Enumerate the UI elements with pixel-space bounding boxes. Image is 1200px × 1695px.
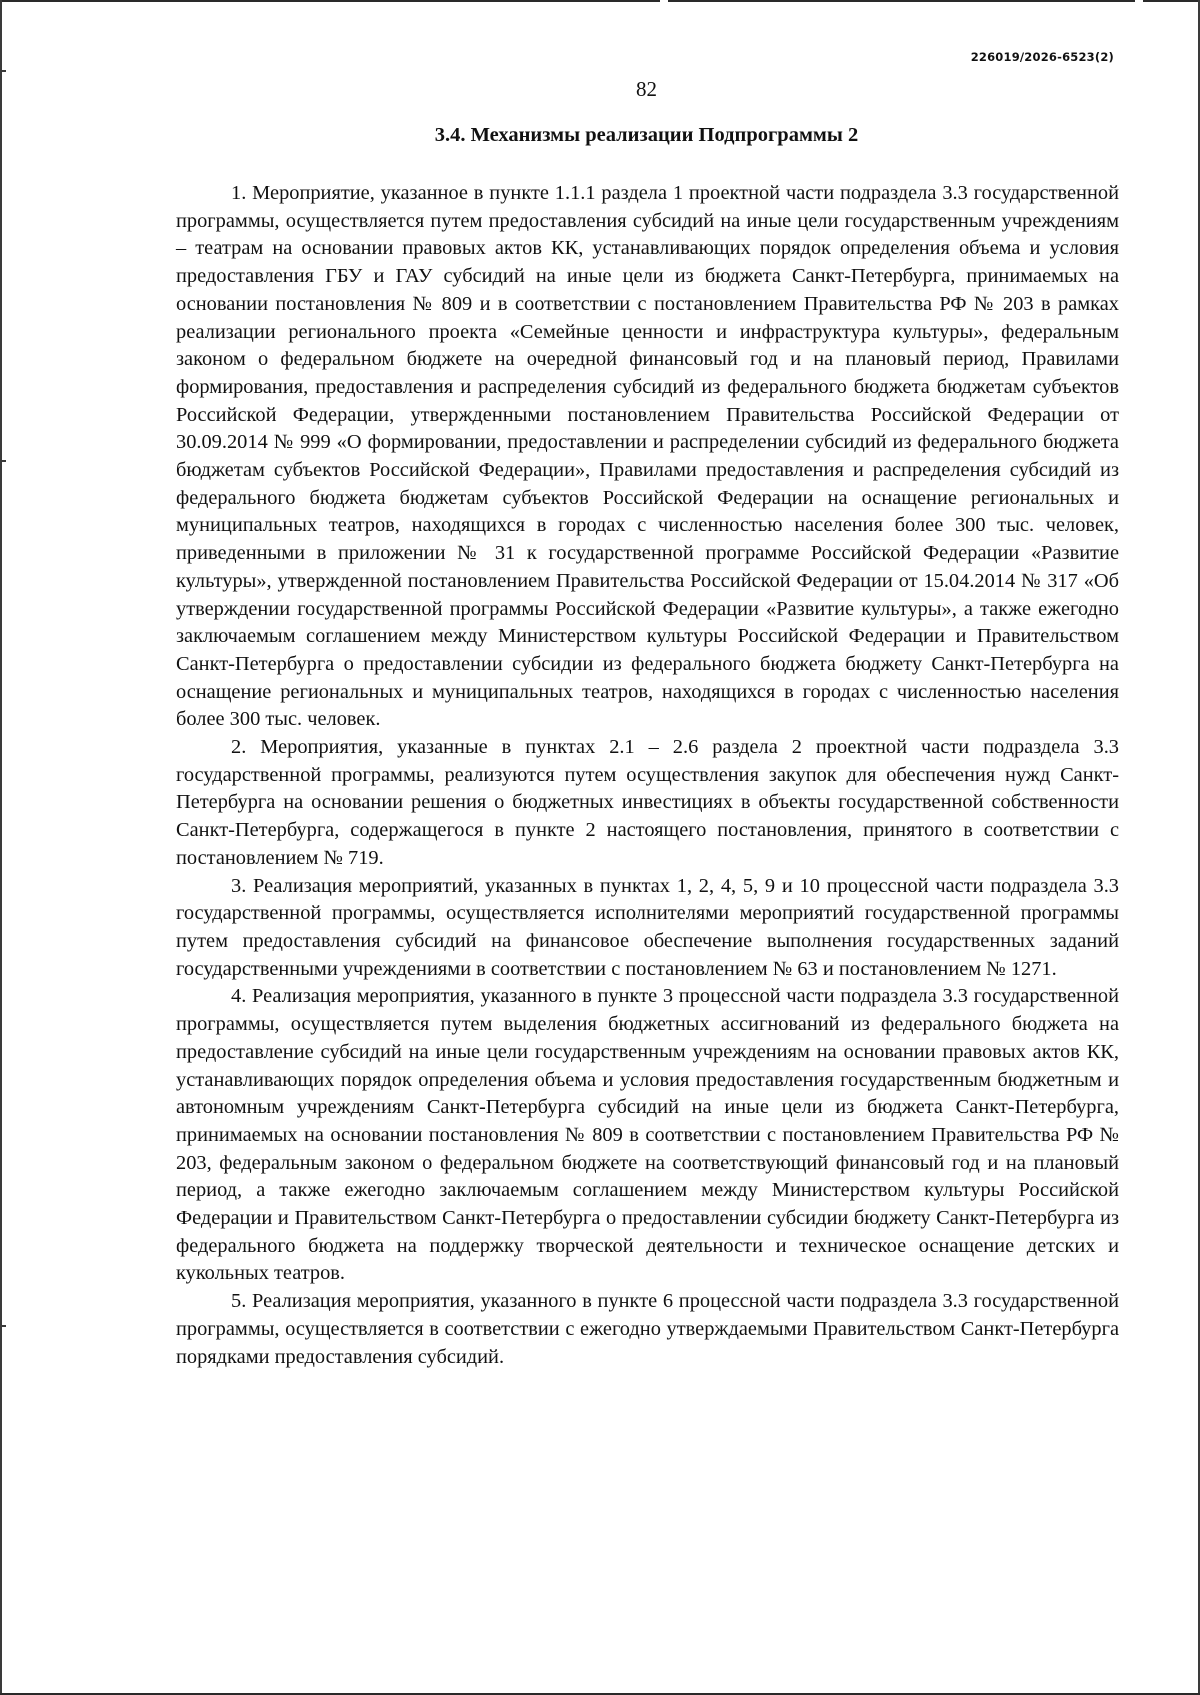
page-number: 82	[636, 77, 657, 101]
top-border-gap	[660, 0, 668, 2]
page-left-border	[0, 0, 2, 1695]
top-border-gap	[1135, 0, 1143, 2]
document-registration-number: 226019/2026-6523(2)	[970, 50, 1114, 64]
paragraph-4: 4. Реализация мероприятия, указанного в пункте 3 процессной части подраздела 3.3 государственной программы, осуществляется путем выделения бюджетных ассигнований из федерального бюджета на предоставление субсидий на иные цели государственным учреждениям на основании правовых актов КК, устанавливающих порядок определения объема и условия предоставления государственным бюджетным и автономным учреждениям Санкт-Петербурга субсидий на иные цели из бюджета Санкт-Петербурга, принимаемых на основании постановления № 809 в соответствии с постановлением Правительства РФ № 203, федеральным законом о федеральном бюджете на соответствующий финансовый год и на плановый период, а также ежегодно заключаемым соглашением между Министерством культуры Российской Федерации и Правительством Санкт-Петербурга о предоставлении субсидии бюджету Санкт-Петербурга из федерального бюджета на поддержку творческой деятельности и техническое оснащение детских и кукольных театров.	[176, 985, 1119, 1285]
document-body	[176, 180, 1119, 1371]
section-title: 3.4. Механизмы реализации Подпрограммы 2	[434, 124, 859, 146]
scan-mark	[0, 1325, 6, 1327]
paragraph-3: 3. Реализация мероприятий, указанных в пунктах 1, 2, 4, 5, 9 и 10 процессной части подраздела 3.3 государственной программы, осуществляется исполнителями мероприятий государственной программы путем предоставления субсидий на финансовое обеспечение выполнения государственных заданий государственными учреждениями в соответствии с постановлением № 63 и постановлением № 1271.	[176, 874, 1119, 980]
scan-mark	[0, 460, 6, 462]
page-top-border	[0, 0, 1200, 2]
scan-mark	[0, 70, 6, 72]
paragraph-5: 5. Реализация мероприятия, указанного в пункте 6 процессной части подраздела 3.3 государственной программы, осуществляется в соответствии с ежегодно утверждаемыми Правительством Санкт-Петербурга порядками предоставления субсидий.	[176, 1290, 1119, 1368]
paragraph-2: 2. Мероприятия, указанные в пунктах 2.1 – 2.6 раздела 2 проектной части подраздела 3.3 государственной программы, реализуются путем осуществления закупок для обеспечения нужд Санкт-Петербурга на основании решения о бюджетных инвестициях в объекты государственной собственности Санкт-Петербурга, содержащегося в пункте 2 настоящего постановления, принятого в соответствии с постановлением № 719.	[176, 736, 1119, 869]
paragraph-1: 1. Мероприятие, указанное в пункте 1.1.1 раздела 1 проектной части подраздела 3.3 государственной программы, осуществляется путем предоставления субсидий на иные цели государственным учреждениям – театрам на основании правовых актов КК, устанавливающих порядок определения объема и условия предоставления ГБУ и ГАУ субсидий на иные цели из бюджета Санкт-Петербурга, принимаемых на основании постановления № 809 и в соответствии с постановлением Правительства РФ № 203 в рамках реализации регионального проекта «Семейные ценности и инфраструктура культуры», федеральным законом о федеральном бюджете на очередной финансовый год и на плановый период, Правилами формирования, предоставления и распределения субсидий из федерального бюджета бюджетам субъектов Российской Федерации, утвержденными постановлением Правительства Российской Федерации от 30.09.2014 № 999 «О формировании, предоставлении и распределении субсидий из федерального бюджета бюджетам субъектов Российской Федерации», Правилами предоставления и распределения субсидий из федерального бюджета бюджетам субъектов Российской Федерации на оснащение региональных и муниципальных театров, находящихся в городах с численностью населения более 300 тыс. человек, приведенными в приложении № 31 к государственной программе Российской Федерации «Развитие культуры», утвержденной постановлением Правительства Российской Федерации от 15.04.2014 № 317 «Об утверждении государственной программы Российской Федерации «Развитие культуры», а также ежегодно заключаемым соглашением между Министерством культуры Российской Федерации и Правительством Санкт-Петербурга о предоставлении субсидии из федерального бюджета бюджету Санкт-Петербурга на оснащение региональных и муниципальных театров, находящихся в городах с численностью населения более 300 тыс. человек.	[176, 182, 1119, 731]
